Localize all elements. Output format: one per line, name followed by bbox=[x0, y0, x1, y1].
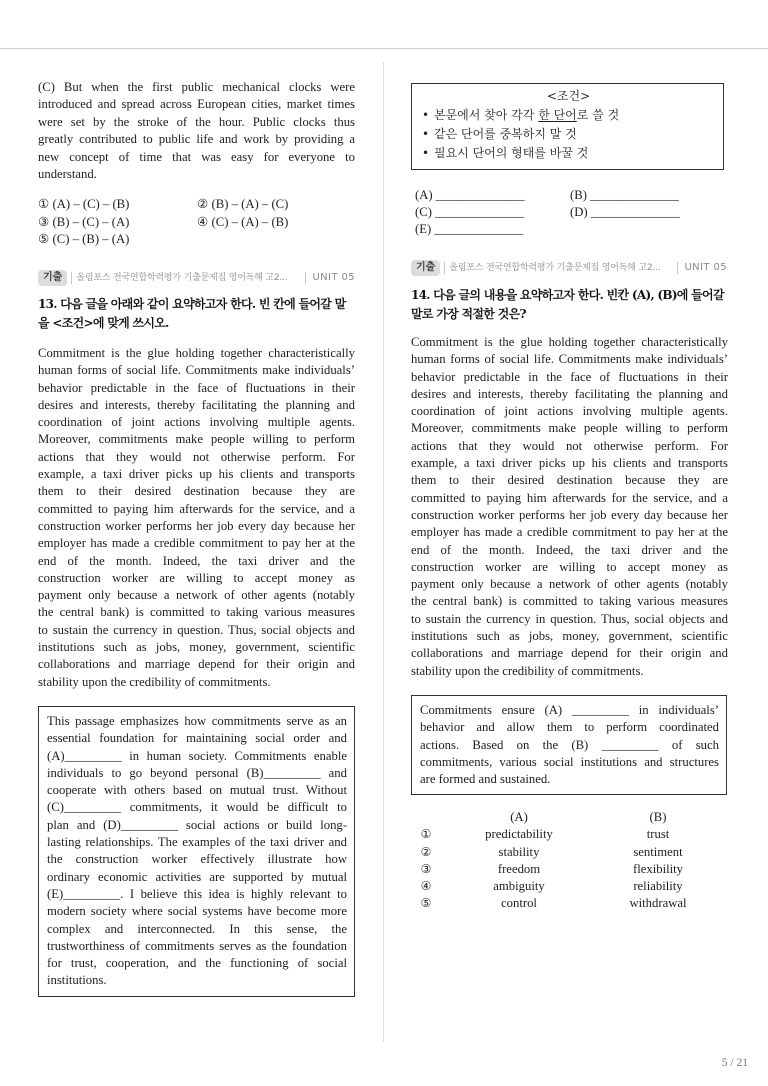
question-13-prompt bbox=[38, 295, 355, 333]
passage-line: behavior predictable in the face of fluctuations in their bbox=[38, 380, 355, 395]
unit-label: UNIT 05 bbox=[305, 272, 355, 284]
passage-line: example, a taxi driver picks up his clients and transports bbox=[411, 456, 728, 471]
summary-text bbox=[420, 702, 719, 788]
answer-choices-table bbox=[416, 809, 714, 913]
answer-options bbox=[38, 196, 355, 249]
source-header bbox=[38, 269, 355, 287]
passage-line: coordination of joint actions involving multiple agents. bbox=[411, 404, 728, 419]
previous-passage bbox=[38, 79, 355, 183]
passage-line: were set by the stroke of the hour. Public clocks thus bbox=[38, 114, 355, 129]
answer-blank-e: (E) ______________ bbox=[415, 222, 524, 236]
column-divider bbox=[383, 62, 384, 1042]
choice-b: trust bbox=[646, 827, 670, 842]
summary-line: essential foundation for maintaining social order and bbox=[47, 731, 347, 746]
passage-line: Moreover, commitments make people willing to perform bbox=[411, 421, 728, 436]
summary-line: individuals to go beyond personal (B)_________ and bbox=[47, 765, 347, 780]
choice-a: predictability bbox=[485, 827, 553, 842]
passage-line: institutions such as jobs, money, government, scientific bbox=[411, 629, 728, 644]
summary-box bbox=[411, 695, 727, 795]
condition-underlined: 한 단어 bbox=[538, 108, 577, 122]
passage-line: Moreover, commitments make people willing to perform bbox=[38, 432, 355, 447]
summary-line: (A)_________ in human society. Commitments enable bbox=[47, 748, 347, 763]
summary-line: are formed and sustained. bbox=[420, 772, 551, 787]
book-title: 올림포스 전국연합학력평가 기출문제집 영어독해 고2... bbox=[444, 262, 660, 274]
summary-line: (C)_________ commitments, it would be difficult to bbox=[47, 800, 347, 815]
answer-blank-d: (D) ______________ bbox=[570, 205, 680, 219]
passage-line: actions that they would not otherwise perform. For bbox=[38, 449, 355, 464]
summary-line: institutions. bbox=[47, 973, 107, 988]
condition-text: 필요시 단어의 형태를 바꿀 것 bbox=[434, 146, 589, 160]
prompt-line: 13. 다음 글을 아래와 같이 요약하고자 한다. 빈 칸에 들어갈 말 bbox=[38, 297, 346, 311]
condition-item bbox=[422, 106, 715, 125]
exam-badge: 기출 bbox=[38, 270, 67, 286]
book-title: 올림포스 전국연합학력평가 기출문제집 영어독해 고2... bbox=[71, 272, 287, 284]
answer-blank-a: (A) ______________ bbox=[415, 188, 525, 202]
question-14-passage bbox=[411, 334, 728, 680]
prompt-line: 말로 가장 적절한 것은? bbox=[411, 307, 526, 321]
passage-line: institutions such as jobs, money, government, scientific bbox=[38, 640, 355, 655]
passage-line: to sustain the currency in question. Thus, social objects and bbox=[38, 622, 355, 637]
passage-line: them to their desired destination because they are bbox=[38, 484, 355, 499]
summary-line: modern society where social systems have become more bbox=[47, 904, 347, 919]
passage-line: construction worker are willing to accept money as bbox=[38, 570, 355, 585]
summary-line: cooperate with others based on mutual trust. Without bbox=[47, 783, 347, 798]
prompt-line: 을 <조건>에 맞게 쓰시오. bbox=[38, 316, 169, 330]
passage-line: payment only because a network of other agents (notably bbox=[38, 588, 355, 603]
passage-line: stability upon the credibility of commitments. bbox=[38, 674, 271, 689]
column-a-header: (A) bbox=[510, 810, 528, 824]
summary-line: complex and interconnected. In this sense, the bbox=[47, 921, 347, 936]
choice-b: withdrawal bbox=[629, 896, 687, 911]
passage-line: desires and interests, thereby facilitating the planning and bbox=[38, 397, 355, 412]
passage-line: collaborations and marriage depend for their origin and bbox=[38, 657, 355, 672]
condition-text: 같은 단어를 중복하지 말 것 bbox=[434, 127, 577, 141]
condition-text: 로 쓸 것 bbox=[576, 108, 620, 122]
summary-box bbox=[38, 706, 355, 997]
choice-b: flexibility bbox=[632, 861, 684, 876]
passage-line: introduced and spread across European cities, market times bbox=[38, 97, 355, 112]
passage-line: payment only because a network of other agents (notably bbox=[411, 577, 728, 592]
condition-item bbox=[422, 144, 715, 163]
exam-badge: 기출 bbox=[411, 260, 440, 276]
header-spacer bbox=[416, 809, 436, 826]
choice-a: stability bbox=[498, 844, 540, 859]
passage-line: to sustain the currency in question. Thus, social objects and bbox=[411, 611, 728, 626]
passage-line: understand. bbox=[38, 166, 97, 181]
summary-line: the construction worker effectively illustrate how bbox=[47, 852, 347, 867]
passage-line: construction worker performs her job every day because her bbox=[38, 518, 355, 533]
choice-a: freedom bbox=[497, 861, 541, 876]
passage-line: Commitment is the glue holding together characteristically bbox=[411, 335, 728, 349]
passage-line: coordination of joint actions involving multiple agents. bbox=[38, 415, 355, 430]
passage-line: actions that they would not otherwise perform. For bbox=[411, 438, 728, 453]
choice-number: ③ bbox=[420, 861, 432, 876]
column-b-header: (B) bbox=[649, 810, 667, 824]
summary-line: commitments, various social institutions and structures bbox=[420, 754, 719, 769]
passage-line: desires and interests, thereby facilitating the planning and bbox=[411, 386, 728, 401]
passage-line: employer has made a credible commitment to pay her at the bbox=[411, 525, 728, 540]
question-13-passage bbox=[38, 345, 355, 691]
choice-number: ② bbox=[420, 844, 432, 859]
answer-blank-c: (C) ______________ bbox=[415, 205, 524, 219]
passage-line: human forms of social life. Commitments make individuals’ bbox=[411, 352, 728, 367]
passage-line: greatly contributed to public life and work by providing a bbox=[38, 132, 355, 147]
passage-line: construction worker performs her job every day because her bbox=[411, 507, 728, 522]
conditions-title: <조건> bbox=[546, 89, 591, 103]
summary-line: Commitments ensure (A) _________ in individuals’ bbox=[420, 703, 719, 717]
passage-line: behavior predictable in the face of fluctuations in their bbox=[411, 369, 728, 384]
passage-line: construction worker are willing to accept money as bbox=[411, 559, 728, 574]
passage-line: committed to paying him afterwards for the service, and a bbox=[411, 490, 728, 505]
passage-line: Commitment is the glue holding together characteristically bbox=[38, 346, 355, 360]
passage-line: stability upon the credibility of commitments. bbox=[411, 663, 644, 678]
condition-text: 본문에서 찾아 각각 bbox=[434, 108, 539, 122]
summary-line: for trust, cooperation, and the functioning of social bbox=[47, 956, 347, 971]
summary-line: plan and (D)_________ social actions or build long- bbox=[47, 817, 347, 832]
summary-line: This passage emphasizes how commitments serve as an bbox=[47, 714, 347, 728]
option-3: ③ (B) – (C) – (A) bbox=[38, 214, 130, 229]
passage-line: employer has made a credible commitment to pay her at the bbox=[38, 536, 355, 551]
option-1: ① (A) – (C) – (B) bbox=[38, 197, 130, 211]
summary-line: behavior and allow them to perform coordinated bbox=[420, 720, 719, 735]
passage-line: (C) But when the first public mechanical clocks were bbox=[38, 80, 355, 94]
choice-a: ambiguity bbox=[493, 879, 545, 894]
summary-text bbox=[47, 713, 347, 990]
option-4: ④ (C) – (A) – (B) bbox=[197, 214, 289, 229]
passage-line: the central bank) is committed to taking various measures bbox=[38, 605, 355, 620]
option-5: ⑤ (C) – (B) – (A) bbox=[38, 232, 130, 246]
passage-line: new concept of time that was easy for everyone to bbox=[38, 149, 355, 164]
passage-line: committed to paying him afterwards for the service, and a bbox=[38, 501, 355, 516]
header-rule bbox=[0, 48, 768, 49]
option-2: ② (B) – (A) – (C) bbox=[197, 197, 289, 211]
choice-number: ④ bbox=[420, 879, 432, 894]
summary-line: ordinary economic activities are supported by mutual bbox=[47, 869, 347, 884]
choice-a: control bbox=[501, 896, 537, 911]
passage-line: end of the month. Indeed, the taxi driver and the bbox=[411, 542, 728, 557]
summary-line: (E)_________. I believe this idea is highly relevant to bbox=[47, 886, 347, 901]
summary-line: trustworthiness of commitments serves as the foundation bbox=[47, 938, 347, 953]
conditions-box bbox=[411, 83, 724, 170]
question-14-prompt bbox=[411, 286, 728, 324]
condition-item bbox=[422, 125, 715, 144]
choice-number: ① bbox=[420, 827, 432, 842]
answer-blank-b: (B) ______________ bbox=[570, 188, 679, 202]
unit-label: UNIT 05 bbox=[677, 262, 727, 274]
choice-b: sentiment bbox=[633, 844, 683, 859]
passage-line: them to their desired destination because they are bbox=[411, 473, 728, 488]
choice-b: reliability bbox=[633, 879, 683, 894]
passage-line: collaborations and marriage depend for their origin and bbox=[411, 646, 728, 661]
prompt-line: 14. 다음 글의 내용을 요약하고자 한다. 빈칸 (A), (B)에 들어갈 bbox=[411, 288, 724, 302]
passage-line: the central bank) is committed to taking various measures bbox=[411, 594, 728, 609]
source-header bbox=[411, 259, 727, 277]
passage-line: example, a taxi driver picks up his clients and transports bbox=[38, 467, 355, 482]
choice-number: ⑤ bbox=[420, 896, 432, 911]
summary-line: lasting relationships. The examples of the taxi driver and bbox=[47, 835, 347, 850]
summary-line: actions. Based on the (B) _________ of such bbox=[420, 737, 719, 752]
passage-line: end of the month. Indeed, the taxi driver and the bbox=[38, 553, 355, 568]
passage-line: human forms of social life. Commitments make individuals’ bbox=[38, 363, 355, 378]
page-number: 5 / 21 bbox=[721, 1057, 748, 1069]
answer-blanks bbox=[415, 187, 731, 238]
